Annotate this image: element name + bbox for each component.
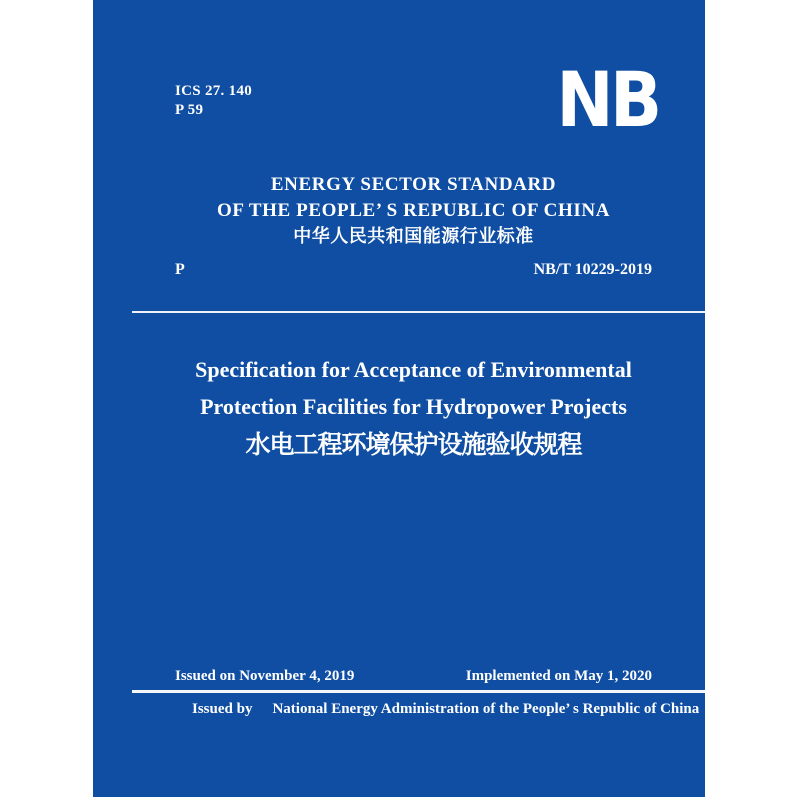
- implemented-date: Implemented on May 1, 2020: [465, 668, 652, 684]
- org-name-chinese: 中华人民共和国能源行业标准: [293, 226, 534, 246]
- issued-by-row: [192, 701, 699, 718]
- ics-code: ICS 27. 140: [175, 83, 253, 99]
- cover-page: [93, 0, 705, 797]
- standard-number-row: [175, 261, 652, 279]
- title-english-line1: Specification for Acceptance of Environmental: [195, 357, 632, 382]
- standard-number: NB/T 10229-2019: [533, 261, 652, 278]
- title-english-line2: Protection Facilities for Hydropower Projects: [200, 394, 627, 419]
- issuer-name: National Energy Administration of the People’ s Republic of China: [272, 701, 700, 717]
- ics-classification-block: [175, 82, 252, 120]
- title-chinese: 水电工程环境保护设施验收规程: [245, 432, 582, 459]
- dates-row: [175, 668, 652, 685]
- category-letter: P: [175, 261, 185, 278]
- org-name-english-line2: OF THE PEOPLE’ S REPUBLIC OF CHINA: [216, 200, 611, 221]
- doc-class-code: P 59: [175, 102, 204, 118]
- issued-date: Issued on November 4, 2019: [175, 668, 355, 684]
- org-name-english-line1: ENERGY SECTOR STANDARD: [270, 174, 557, 195]
- issued-by-label: Issued by: [192, 701, 253, 717]
- nb-logo: NB: [556, 55, 659, 144]
- bottom-divider-line: [132, 690, 705, 693]
- top-divider-line: [132, 311, 705, 313]
